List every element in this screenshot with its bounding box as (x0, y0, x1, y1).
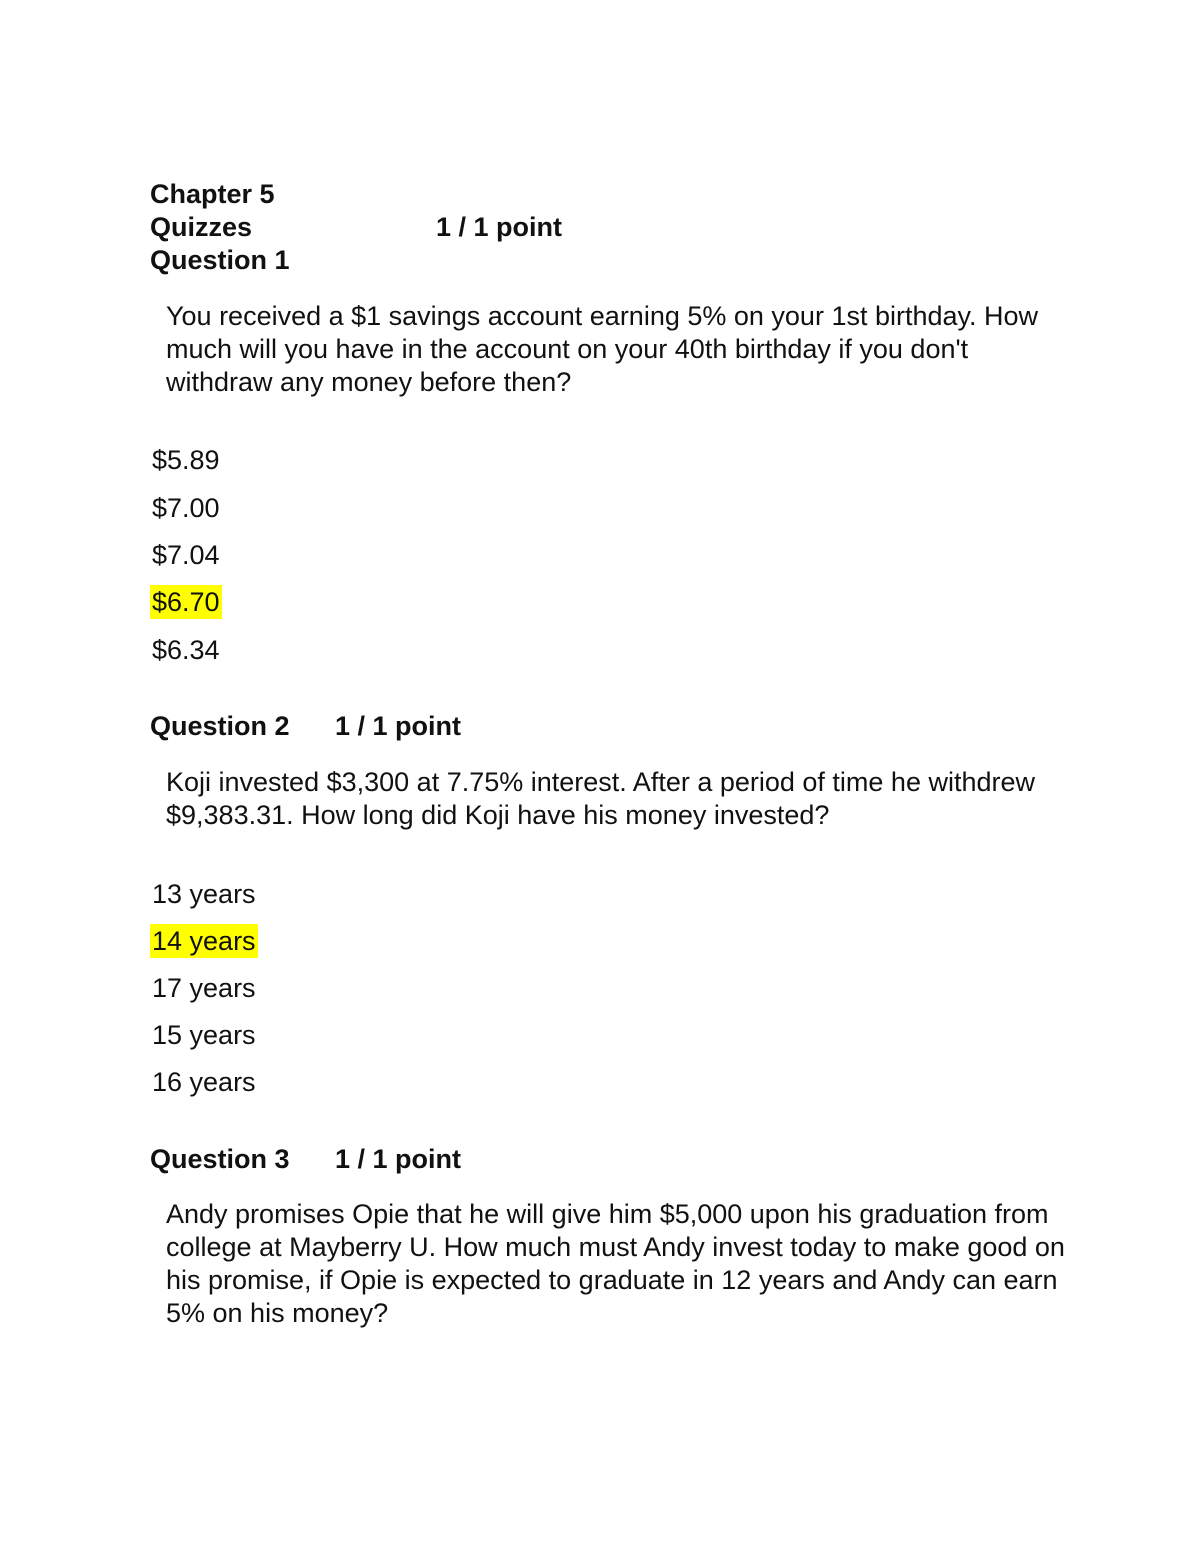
question-2-option: 13 years (152, 879, 256, 909)
question-3-title: Question 3 (150, 1144, 290, 1174)
question-2-text: Koji invested $3,300 at 7.75% interest. After a period of time he withdrew $9,383.31. How long did Koji have his money invested? (166, 767, 1035, 830)
question-2-option: 16 years (152, 1067, 256, 1097)
chapter-title: Chapter 5 (150, 179, 275, 209)
question-2-title: Question 2 (150, 711, 290, 741)
question-1-option: $7.04 (152, 540, 220, 570)
question-3-score: 1 / 1 point (335, 1144, 462, 1174)
question-1-option: $7.00 (152, 493, 220, 523)
question-1-option: $5.89 (152, 445, 220, 475)
question-1-title: Question 1 (150, 245, 290, 275)
quiz-score: 1 / 1 point (436, 212, 563, 242)
question-2-score: 1 / 1 point (335, 711, 462, 741)
question-1-option-highlighted: $6.70 (152, 587, 220, 617)
question-2-option-highlighted: 14 years (152, 926, 256, 956)
question-2-option: 17 years (152, 973, 256, 1003)
question-2-option: 15 years (152, 1020, 256, 1050)
question-1-option: $6.34 (152, 635, 220, 665)
question-1-text: You received a $1 savings account earning 5% on your 1st birthday. How much will you have in the account on your 40th birthday if you don't withdraw any money before then? (166, 301, 1039, 397)
quizzes-label: Quizzes (150, 212, 253, 242)
question-3-text: Andy promises Opie that he will give him $5,000 upon his graduation from college at Mayberry U. How much must Andy invest today to make good on his promise, if Opie is expected to graduate in 12 years and Andy can earn 5% on his money? (166, 1199, 1065, 1328)
